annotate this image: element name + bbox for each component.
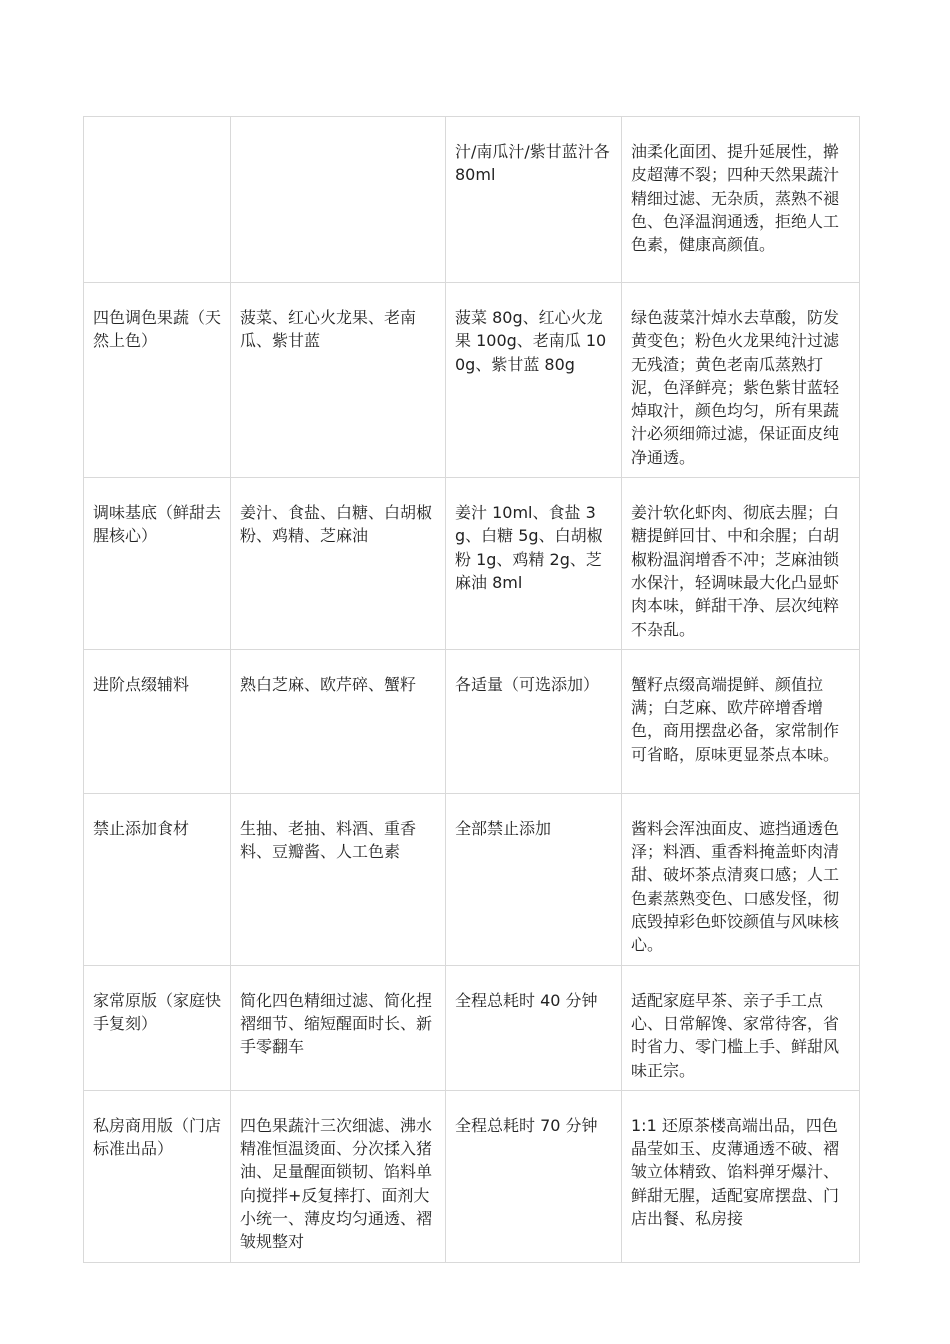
amount-cell: 各适量（可选添加）	[446, 649, 622, 793]
category-cell: 禁止添加食材	[84, 793, 231, 965]
ingredients-cell: 四色果蔬汁三次细滤、沸水精准恒温烫面、分次揉入猪油、足量醒面锁韧、馅料单向搅拌+反复摔打、面剂大小统一、薄皮均匀通透、褶皱规整对	[231, 1090, 446, 1262]
amount-cell: 全部禁止添加	[446, 793, 622, 965]
table-row	[84, 965, 860, 1090]
category-cell: 调味基底（鲜甜去腥核心）	[84, 478, 231, 650]
amount-cell: 全程总耗时 40 分钟	[446, 965, 622, 1090]
category-cell	[84, 117, 231, 283]
table-row	[84, 283, 860, 478]
ingredients-cell: 生抽、老抽、料酒、重香料、豆瓣酱、人工色素	[231, 793, 446, 965]
ingredients-cell: 姜汁、食盐、白糖、白胡椒粉、鸡精、芝麻油	[231, 478, 446, 650]
notes-cell: 酱料会浑浊面皮、遮挡通透色泽；料酒、重香料掩盖虾肉清甜、破坏茶点清爽口感；人工色素蒸熟变色、口感发怪，彻底毁掉彩色虾饺颜值与风味核心。	[622, 793, 860, 965]
notes-cell: 适配家庭早茶、亲子手工点心、日常解馋、家常待客，省时省力、零门槛上手、鲜甜风味正宗。	[622, 965, 860, 1090]
amount-cell: 汁/南瓜汁/紫甘蓝汁各 80ml	[446, 117, 622, 283]
category-cell: 进阶点缀辅料	[84, 649, 231, 793]
category-cell: 四色调色果蔬（天然上色）	[84, 283, 231, 478]
table-row	[84, 793, 860, 965]
amount-cell: 姜汁 10ml、食盐 3g、白糖 5g、白胡椒粉 1g、鸡精 2g、芝麻油 8ml	[446, 478, 622, 650]
table-row	[84, 117, 860, 283]
notes-cell: 绿色菠菜汁焯水去草酸，防发黄变色；粉色火龙果纯汁过滤无残渣；黄色老南瓜蒸熟打泥，色泽鲜亮；紫色紫甘蓝轻焯取汁，颜色均匀，所有果蔬汁必须细筛过滤，保证面皮纯净通透。	[622, 283, 860, 478]
ingredients-cell	[231, 117, 446, 283]
notes-cell: 1:1 还原茶楼高端出品，四色晶莹如玉、皮薄通透不破、褶皱立体精致、馅料弹牙爆汁、鲜甜无腥，适配宴席摆盘、门店出餐、私房接	[622, 1090, 860, 1262]
table-row	[84, 1090, 860, 1262]
ingredients-cell: 简化四色精细过滤、简化捏褶细节、缩短醒面时长、新手零翻车	[231, 965, 446, 1090]
notes-cell: 油柔化面团、提升延展性，擀皮超薄不裂；四种天然果蔬汁精细过滤、无杂质，蒸熟不褪色、色泽温润通透，拒绝人工色素，健康高颜值。	[622, 117, 860, 283]
ingredients-cell: 菠菜、红心火龙果、老南瓜、紫甘蓝	[231, 283, 446, 478]
table-row	[84, 478, 860, 650]
amount-cell: 菠菜 80g、红心火龙果 100g、老南瓜 100g、紫甘蓝 80g	[446, 283, 622, 478]
table-row	[84, 649, 860, 793]
ingredients-cell: 熟白芝麻、欧芹碎、蟹籽	[231, 649, 446, 793]
category-cell: 私房商用版（门店标准出品）	[84, 1090, 231, 1262]
ingredient-table	[83, 116, 860, 1263]
notes-cell: 姜汁软化虾肉、彻底去腥；白糖提鲜回甘、中和余腥；白胡椒粉温润增香不冲；芝麻油锁水保汁，轻调味最大化凸显虾肉本味，鲜甜干净、层次纯粹不杂乱。	[622, 478, 860, 650]
amount-cell: 全程总耗时 70 分钟	[446, 1090, 622, 1262]
category-cell: 家常原版（家庭快手复刻）	[84, 965, 231, 1090]
notes-cell: 蟹籽点缀高端提鲜、颜值拉满；白芝麻、欧芹碎增香增色，商用摆盘必备，家常制作可省略，原味更显茶点本味。	[622, 649, 860, 793]
